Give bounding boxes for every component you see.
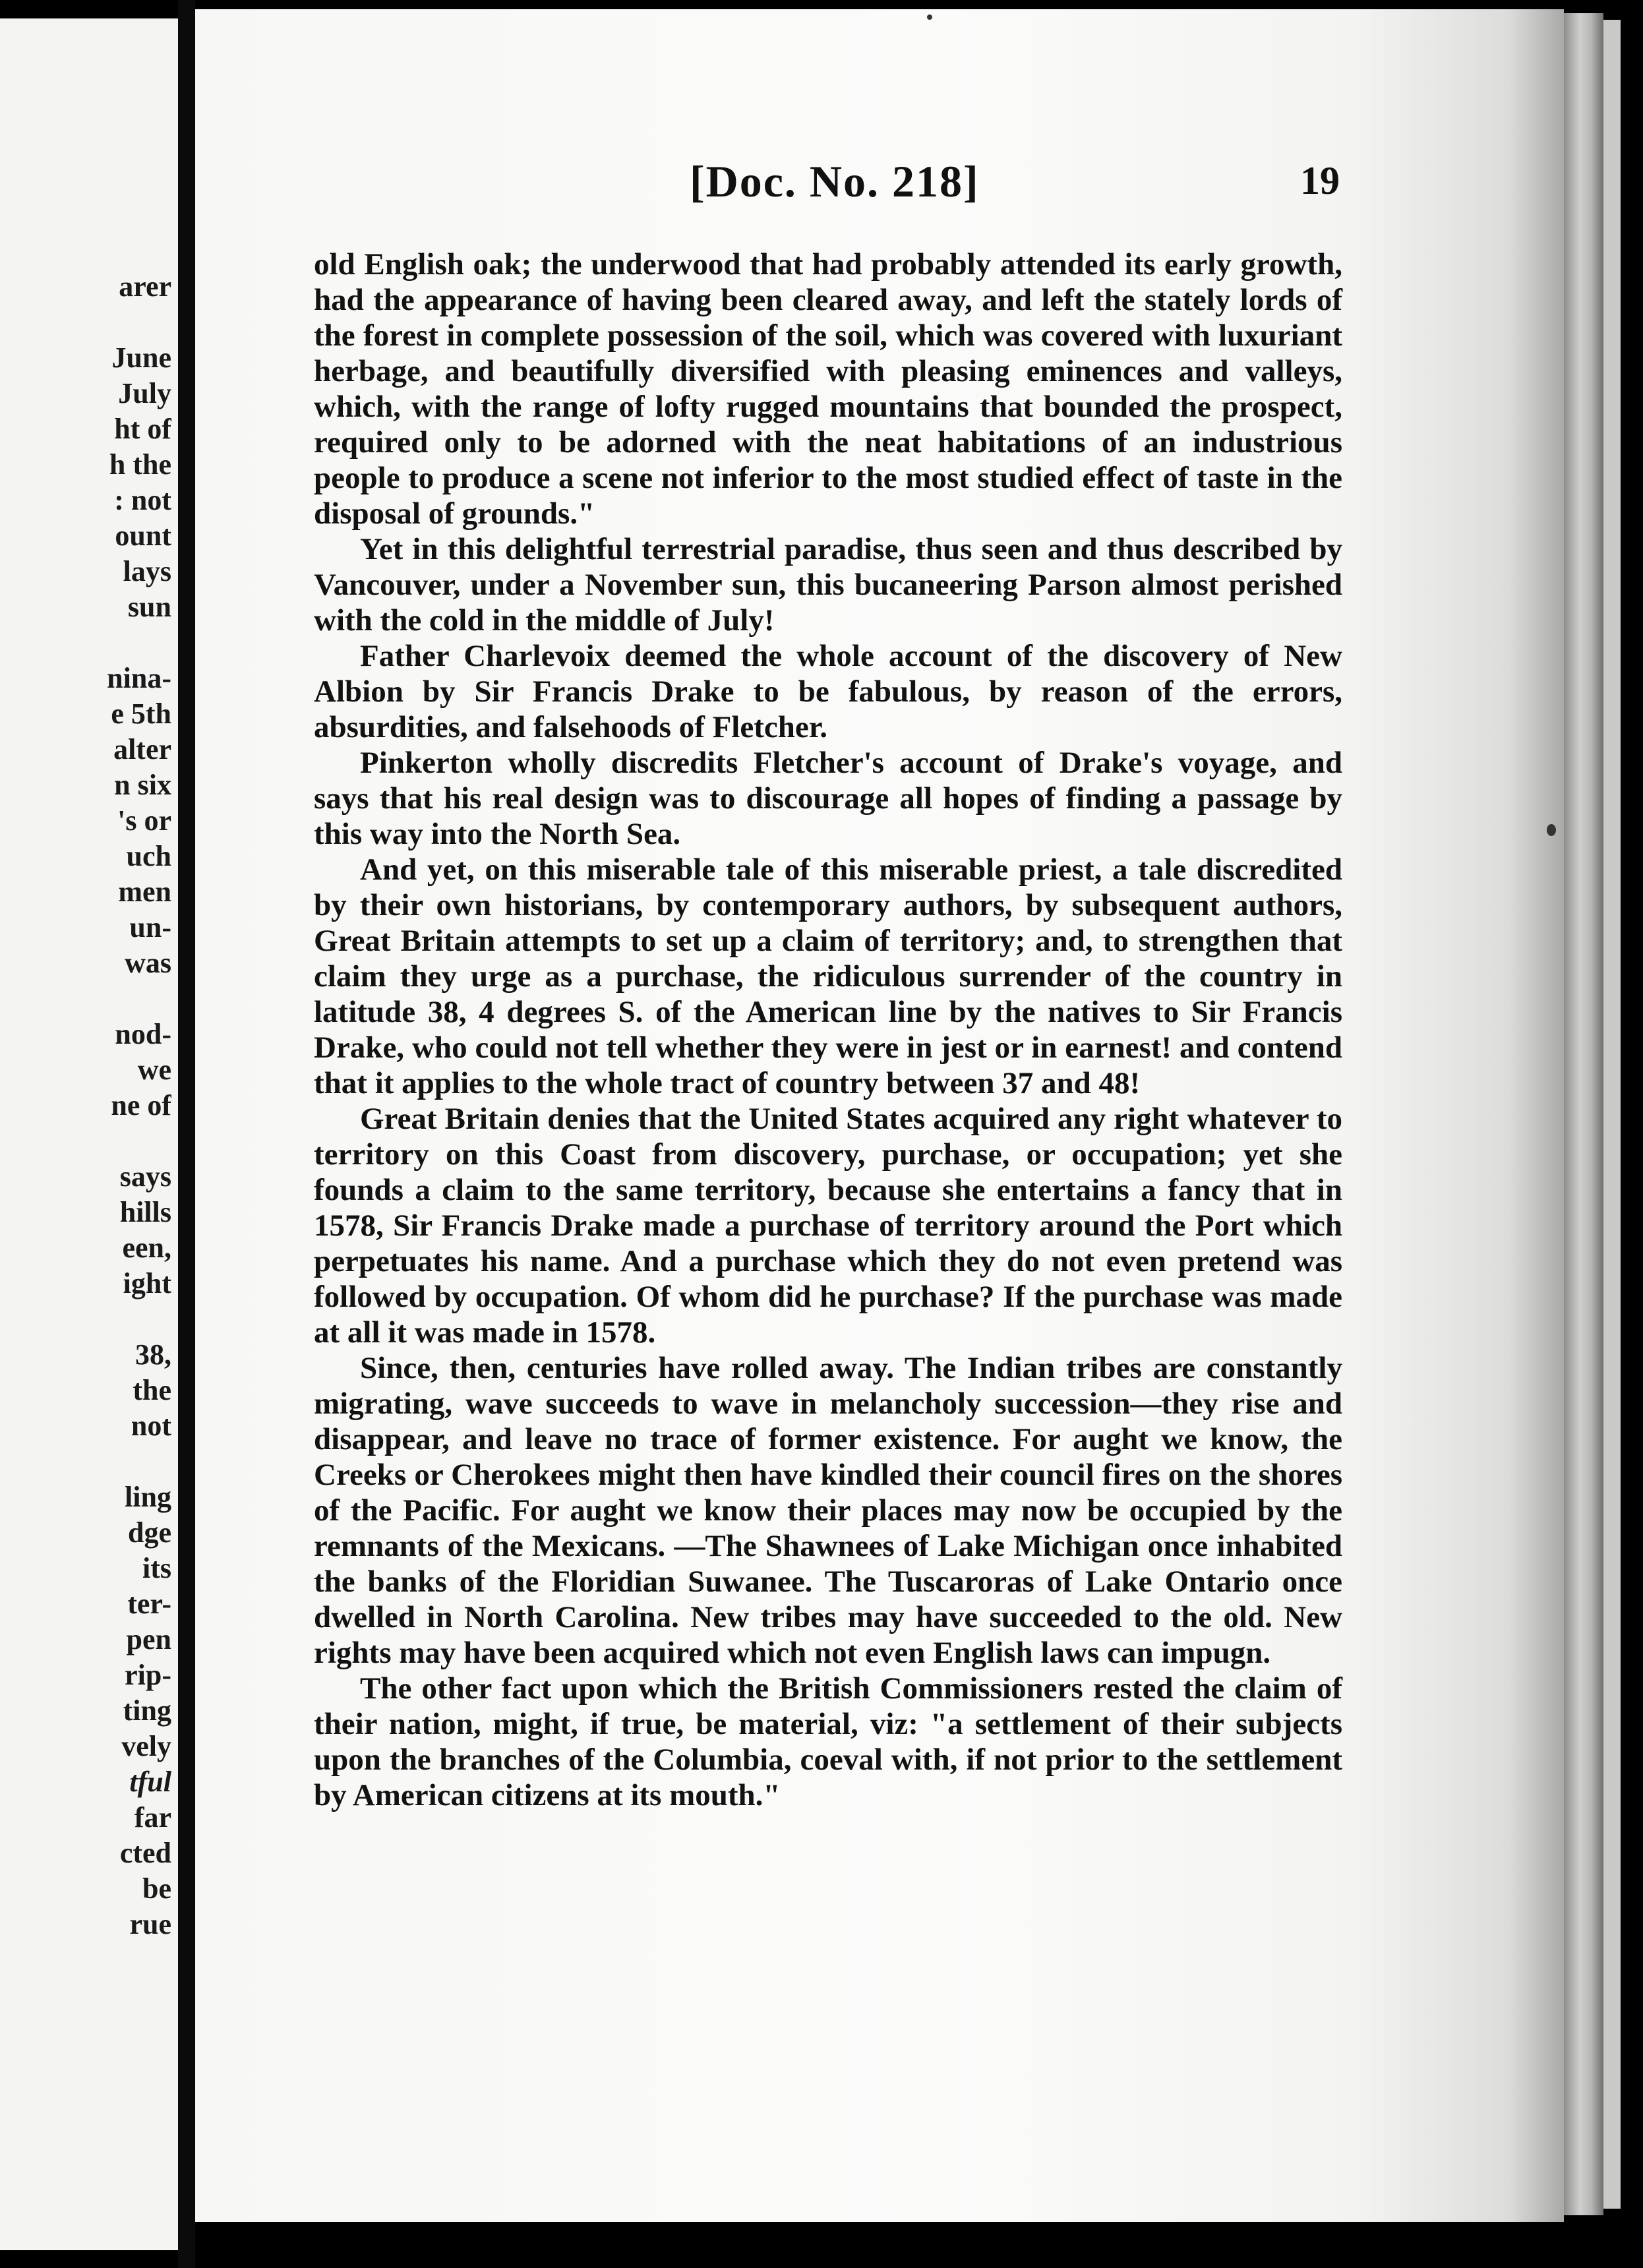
page-header (195, 156, 1564, 208)
left-page-line: tful (129, 1766, 171, 1798)
left-page-line: dge (128, 1516, 171, 1549)
left-page-line: men (118, 876, 171, 908)
left-facing-page (0, 18, 178, 2250)
left-page-line: 's or (117, 804, 171, 837)
left-page-line: the (133, 1374, 171, 1406)
left-page-line: un- (129, 911, 171, 943)
left-page-line: we (137, 1054, 171, 1086)
left-page-line: een, (122, 1232, 171, 1264)
paragraph: Great Britain denies that the United States acquired any right whatever to territory on this Coast from discovery, purchase, or occupation; yet she founds a claim to the same territory, because she entertains a fancy that in 1578, Sir Francis Drake made a purchase of territory around the Port which perpetuates his name. And a purchase which they do not even pretend was followed by occupation. Of whom did he purchase? If the purchase was made at all it was made in 1578. (314, 1102, 1342, 1350)
left-page-line: vely (121, 1730, 171, 1762)
left-page-line: lays (123, 555, 171, 587)
left-page-line: ht of (114, 413, 171, 445)
left-page-line: not (131, 1410, 171, 1442)
left-page-line: far (134, 1801, 171, 1834)
left-page-line: ne of (111, 1089, 171, 1121)
left-page-line: e 5th (111, 698, 171, 730)
document-page (195, 9, 1564, 2222)
scan-speck (1547, 824, 1556, 836)
paragraph: And yet, on this miserable tale of this miserable priest, a tale discredited by their own historians, by contemporary authors, by subsequent authors, Great Britain attempts to set up a claim of territory; and, to strengthen that claim they urge as a purchase, the ridiculous surrender of the country in latitude 38, 4 degrees S. of the American line by the natives to Sir Francis Drake, who could not tell whether they were in jest or in earnest! and contend that it applies to the whole tract of country between 37 and 48! (314, 852, 1342, 1100)
left-page-line: ount (115, 520, 171, 552)
left-page-line: nina- (107, 662, 171, 694)
left-page-line: alter (113, 733, 171, 765)
left-page-line: be (142, 1872, 171, 1905)
left-page-line: pen (126, 1623, 171, 1656)
scan-speck (927, 15, 932, 20)
paragraph: Pinkerton wholly discredits Fletcher's account of Drake's voyage, and says that his real design was to discourage all hopes of finding a passage by this way into the North Sea. (314, 746, 1342, 851)
left-page-line: rue (129, 1908, 171, 1940)
left-page-line: says (119, 1160, 171, 1193)
book-gutter (178, 0, 195, 2268)
left-page-line: 38, (135, 1338, 171, 1371)
left-page-line: n six (114, 769, 171, 801)
left-page-line: ling (125, 1481, 171, 1513)
paragraph: Yet in this delightful terrestrial paradise, thus seen and thus described by Vancouver, under a November sun, this bucaneering Parson almost perished with the cold in the middle of July! (314, 532, 1342, 638)
left-page-line: nod- (115, 1018, 171, 1050)
left-page-line: sun (127, 591, 171, 623)
left-page-line: uch (126, 840, 171, 872)
paragraph: Since, then, centuries have rolled away. The Indian tribes are constantly migrating, wave succeeds to wave in melancholy succession—they rise and disappear, and leave no trace of former existence. For aught we know, the Creeks or Cherokees might then have kindled their council fires on the shores of the Pacific. For aught we know their places may now be occupied by the remnants of the Mexicans. —The Shawnees of Lake Michigan once inhabited the banks of the Floridian Suwanee. The Tuscaroras of Lake Ontario once dwelled in North Carolina. New tribes may have succeeded to the old. New rights may have been acquired which not even English laws can impugn. (314, 1351, 1342, 1670)
paragraph: Father Charlevoix deemed the whole account of the discovery of New Albion by Sir Francis Drake to be fabulous, by reason of the errors, absurdities, and falsehoods of Fletcher. (314, 639, 1342, 744)
document-number: [Doc. No. 218] (690, 156, 980, 206)
left-page-line: ting (123, 1694, 171, 1727)
paragraph: The other fact upon which the British Commissioners rested the claim of their nation, might, if true, be material, viz: "a settlement of their subjects upon the branches of the Columbia, coeval with, if not prior to the settlement by American citizens at its mouth." (314, 1671, 1342, 1812)
left-page-line (13, 1444, 171, 1479)
paragraph: old English oak; the underwood that had probably attended its early growth, had the appearance of having been cleared away, and left the stately lords of the forest in complete possession of the soil, which was covered with luxuriant herbage, and beautifully diversified with pleasing eminences and valleys, which, with the range of lofty rugged mountains that bounded the prospect, required only to be adorned with the neat habitations of an industrious people to produce a scene not inferior to the most studied effect of taste in the disposal of grounds." (314, 247, 1342, 531)
left-page-line: ter- (127, 1588, 171, 1620)
left-page-line: ight (123, 1267, 171, 1299)
left-page-text (13, 269, 171, 1942)
body-text (314, 247, 1342, 1813)
page-number: 19 (1300, 159, 1340, 202)
left-page-line: arer (119, 270, 171, 303)
left-page-line (13, 981, 171, 1017)
page-edge (1603, 20, 1621, 2209)
left-page-line: hills (119, 1196, 171, 1228)
left-page-line: its (142, 1552, 171, 1584)
left-page-line (13, 305, 171, 340)
left-page-line: June (111, 342, 171, 374)
left-page-line (13, 625, 171, 661)
left-page-line: : not (114, 484, 171, 516)
left-page-line: was (125, 947, 171, 979)
left-page-line (13, 1123, 171, 1159)
left-page-line: rip- (125, 1659, 171, 1691)
left-page-line: cted (119, 1837, 171, 1869)
left-page-line (13, 1301, 171, 1337)
left-page-line: July (118, 377, 171, 409)
left-page-line: h the (109, 448, 171, 481)
page-edge-shadow (1564, 13, 1603, 2215)
